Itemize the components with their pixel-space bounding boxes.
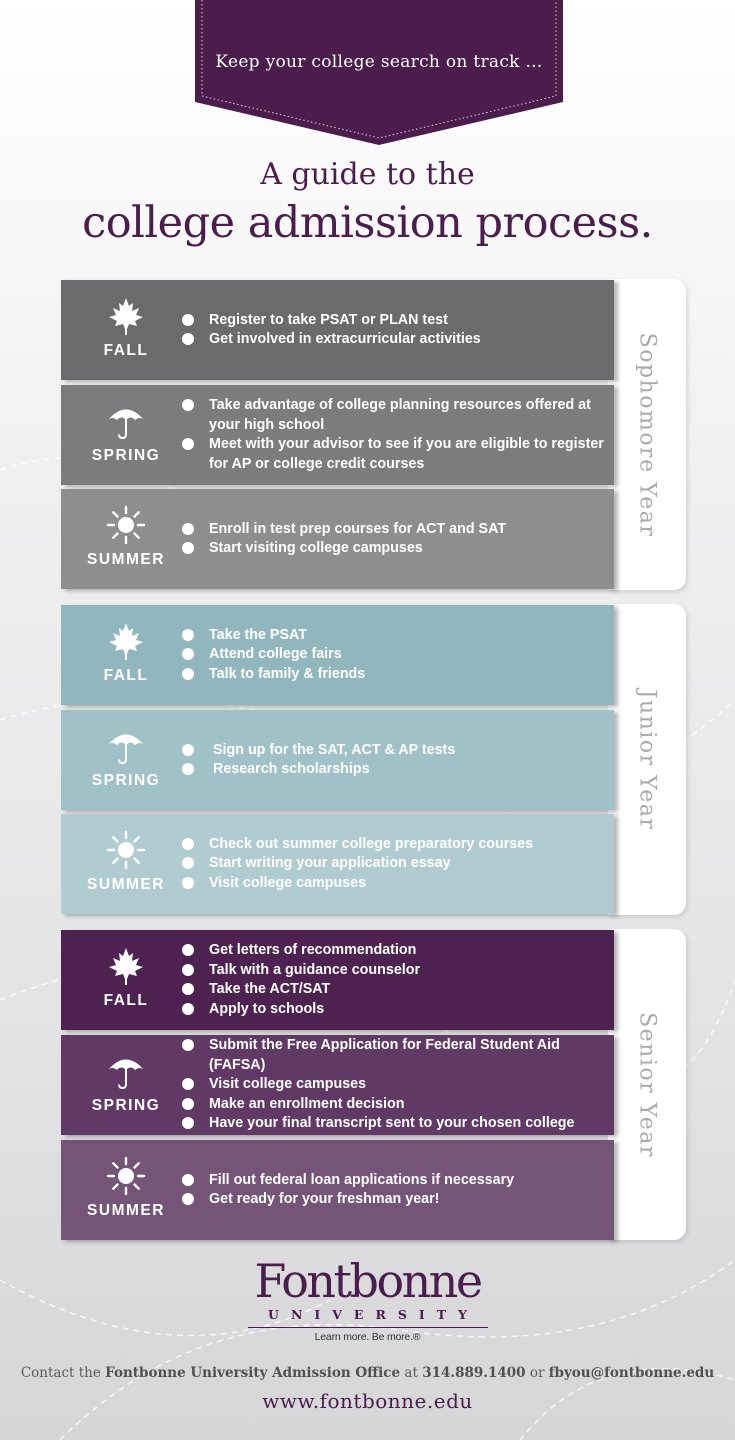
office-name: Fontbonne University Admission Office — [105, 1365, 401, 1381]
contact-line — [0, 1365, 735, 1381]
task-list — [182, 814, 607, 914]
list-item: Talk with a guidance counselor — [182, 961, 607, 981]
season-row-sophomore-fall — [61, 280, 614, 380]
umbrella-icon — [61, 726, 191, 766]
list-item: Take the ACT/SAT — [182, 980, 607, 1000]
logo-wordmark: Fontbonne — [254, 1254, 481, 1308]
list-item: Enroll in test prep courses for ACT and SAT — [182, 520, 607, 540]
header-banner — [195, 0, 563, 145]
banner-tagline: Keep your college search on track ... — [215, 52, 543, 72]
season-name: SUMMER — [87, 1202, 165, 1219]
maple-leaf-icon — [61, 621, 191, 661]
task-list — [182, 1140, 607, 1240]
contact-or: or — [525, 1365, 549, 1381]
list-item: Register to take PSAT or PLAN test — [182, 311, 607, 331]
website-link[interactable]: www.fontbonne.edu — [262, 1389, 473, 1413]
season-name: FALL — [103, 342, 149, 359]
list-item: Fill out federal loan applications if necessary — [182, 1171, 607, 1191]
logo-university: UNIVERSITY — [268, 1307, 479, 1322]
maple-leaf-icon — [61, 296, 191, 336]
contact-at: at — [400, 1365, 423, 1381]
season-row-senior-summer — [61, 1140, 614, 1240]
season-name: SUMMER — [87, 551, 165, 568]
season-name: FALL — [103, 667, 149, 684]
task-list — [182, 930, 607, 1030]
banner-shape — [195, 0, 563, 145]
list-item: Get letters of recommendation — [182, 941, 607, 961]
season-row-senior-spring — [61, 1035, 614, 1135]
sun-icon — [61, 1156, 191, 1196]
sun-icon — [61, 830, 191, 870]
sun-icon — [61, 505, 191, 545]
year-tab-senior — [608, 929, 686, 1240]
list-item: Visit college campuses — [182, 1075, 607, 1095]
fontbonne-logo — [0, 1255, 735, 1343]
maple-leaf-icon — [61, 946, 191, 986]
list-item: Visit college campuses — [182, 874, 607, 894]
task-list — [182, 710, 607, 810]
list-item: Talk to family & friends — [182, 665, 607, 685]
list-item: Get involved in extracurricular activities — [182, 330, 607, 350]
list-item: Take the PSAT — [182, 626, 607, 646]
page-title-line1: A guide to the — [260, 157, 475, 192]
season-name: SPRING — [91, 1097, 161, 1114]
task-list — [182, 1035, 607, 1135]
season-row-sophomore-spring — [61, 385, 614, 485]
contact-prefix: Contact the — [20, 1365, 106, 1381]
phone-number[interactable]: 314.889.1400 — [422, 1365, 526, 1381]
task-list — [182, 280, 607, 380]
email-link[interactable]: fbyou@fontbonne.edu — [548, 1365, 715, 1381]
list-item: Start writing your application essay — [182, 854, 607, 874]
list-item: Submit the Free Application for Federal Student Aid (FAFSA) — [182, 1036, 607, 1075]
umbrella-icon — [61, 401, 191, 441]
list-item: Attend college fairs — [182, 645, 607, 665]
list-item: Sign up for the SAT, ACT & AP tests — [182, 741, 607, 761]
list-item: Make an enrollment decision — [182, 1095, 607, 1115]
season-row-senior-fall — [61, 930, 614, 1030]
list-item: Take advantage of college planning resources offered at your high school — [182, 396, 607, 435]
list-item: Start visiting college campuses — [182, 539, 607, 559]
list-item: Apply to schools — [182, 1000, 607, 1020]
season-name: SPRING — [91, 447, 161, 464]
list-item: Research scholarships — [182, 760, 607, 780]
season-name: FALL — [103, 992, 149, 1009]
list-item: Meet with your advisor to see if you are eligible to register for AP or college credit courses — [182, 435, 607, 474]
task-list — [182, 385, 607, 485]
season-name: SPRING — [91, 772, 161, 789]
umbrella-icon — [61, 1051, 191, 1091]
page-title-line2: college admission process. — [82, 198, 653, 248]
list-item: Get ready for your freshman year! — [182, 1190, 607, 1210]
year-label: Junior Year — [634, 689, 660, 830]
task-list — [182, 489, 607, 589]
logo-divider — [248, 1327, 488, 1328]
season-row-junior-summer — [61, 814, 614, 914]
season-row-sophomore-summer — [61, 489, 614, 589]
season-name: SUMMER — [87, 876, 165, 893]
list-item: Check out summer college preparatory courses — [182, 835, 607, 855]
year-label: Sophomore Year — [634, 332, 660, 537]
season-row-junior-fall — [61, 605, 614, 705]
task-list — [182, 605, 607, 705]
year-label: Senior Year — [634, 1011, 660, 1158]
year-tab-junior — [608, 604, 686, 915]
list-item: Have your final transcript sent to your chosen college — [182, 1114, 607, 1134]
logo-tagline: Learn more. Be more.® — [314, 1331, 421, 1343]
year-tab-sophomore — [608, 279, 686, 590]
season-row-junior-spring — [61, 710, 614, 810]
